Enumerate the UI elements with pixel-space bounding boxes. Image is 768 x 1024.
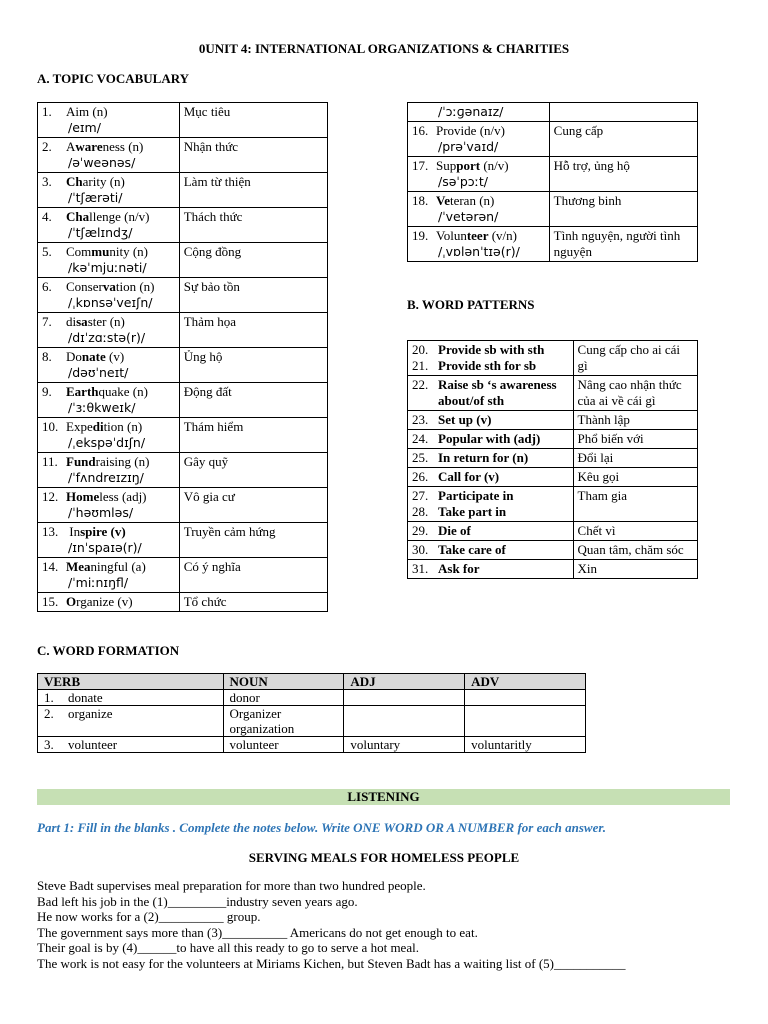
vocab-word-cell [38, 558, 180, 593]
vocab-word [412, 193, 545, 209]
word-stress: Mea [66, 559, 91, 574]
word-part: Aim (n) [66, 104, 108, 119]
vocab-word-cell [408, 192, 550, 227]
column-header: ADJ [344, 674, 465, 690]
word-stress: sa [76, 314, 88, 329]
vocab-word [412, 228, 545, 244]
verb: donate [68, 690, 103, 705]
vocab-word [42, 209, 175, 225]
vocab-word-cell [408, 103, 550, 122]
verb-cell [38, 706, 224, 737]
column-header: ADV [465, 674, 586, 690]
vocab-number: 19. [412, 228, 429, 243]
word-stress: spire (v) [80, 524, 126, 539]
pattern-row [408, 541, 698, 560]
vocab-row [38, 313, 328, 348]
vocab-number: 18. [412, 193, 429, 208]
vocab-ipa: /eɪm/ [68, 120, 101, 135]
pattern-text: Popular with (adj) [438, 431, 541, 446]
word-part: (v) [105, 349, 125, 364]
vocab-word-cell [38, 523, 180, 558]
vocab-word-cell [38, 593, 180, 612]
vocab-row [408, 122, 698, 157]
pattern-number: 23. [412, 412, 429, 427]
word-part: di [66, 314, 77, 329]
vocab-row [408, 192, 698, 227]
vocab-ipa: /ˈtʃærəti/ [68, 190, 123, 205]
word-stress: Fund [66, 454, 96, 469]
pattern-row [408, 341, 698, 376]
pattern-text: Take part in [438, 504, 507, 519]
pattern-meaning: Đổi lại [573, 449, 697, 468]
adj-cell [344, 690, 465, 706]
vocab-word [42, 559, 175, 575]
vocab-number: 12. [42, 489, 59, 504]
vocab-number: 11. [42, 454, 58, 469]
word-part: A [66, 139, 76, 154]
vocab-number: 2. [42, 139, 52, 154]
vocab-meaning: Cung cấp [549, 122, 697, 157]
word-formation-row [38, 690, 586, 706]
word-part: ness (n) [102, 139, 144, 154]
vocab-row [408, 103, 698, 122]
word-formation-row [38, 706, 586, 737]
vocab-ipa: /ˈmiːnɪŋfl/ [68, 575, 129, 590]
vocab-ipa: /ˈfʌndreɪzɪŋ/ [68, 470, 144, 485]
vocab-number: 3. [42, 174, 52, 189]
vocab-word [42, 174, 175, 190]
verb-cell [38, 737, 224, 753]
vocab-number: 7. [42, 314, 52, 329]
vocab-row [38, 523, 328, 558]
pattern-row [408, 487, 698, 522]
pattern-line [412, 561, 569, 577]
vocab-ipa: /ˌvɒlənˈtɪə(r)/ [438, 244, 520, 259]
word-stress: va [102, 279, 116, 294]
word-part: (n/v) [480, 158, 509, 173]
vocab-row [38, 418, 328, 453]
vocab-row [38, 208, 328, 243]
vocab-meaning: Ủng hộ [179, 348, 327, 383]
pattern-row [408, 560, 698, 579]
word-part: Sup [436, 158, 457, 173]
section-c-heading: C. WORD FORMATION [37, 643, 180, 658]
word-part: nity (n) [109, 244, 148, 259]
word-part: rganize (v) [76, 594, 133, 609]
word-stress: Ch [66, 174, 83, 189]
pattern-number: 25. [412, 450, 429, 465]
pattern-text: Ask for [438, 561, 480, 576]
vocab-word-cell [38, 138, 180, 173]
pattern-line [412, 469, 569, 485]
note-line: The work is not easy for the volunteers at Miriams Kichen, but Steven Badt has a waiting list of (5)___________ [37, 955, 626, 971]
vocab-meaning: Vô gia cư [179, 488, 327, 523]
pattern-meaning: Chết vì [573, 522, 697, 541]
adv-cell [465, 706, 586, 737]
adv-cell [465, 690, 586, 706]
vocab-number: 13. [42, 524, 59, 539]
pattern-text: Provide sth for sb [438, 358, 537, 373]
word-part: ster (n) [87, 314, 125, 329]
word-part: llenge (n/v) [89, 209, 150, 224]
listening-banner: LISTENING [37, 789, 730, 805]
vocab-meaning: Có ý nghĩa [179, 558, 327, 593]
pattern-cell [408, 522, 574, 541]
word-part: less (adj) [99, 489, 147, 504]
vocab-row [38, 453, 328, 488]
adv-cell: voluntaritly [465, 737, 586, 753]
pattern-line [412, 377, 569, 409]
word-part: ningful (a) [90, 559, 146, 574]
pattern-meaning: Kêu gọi [573, 468, 697, 487]
pattern-number: 26. [412, 469, 429, 484]
vocab-row [38, 243, 328, 278]
vocab-meaning: Thương binh [549, 192, 697, 227]
vocab-row [38, 383, 328, 418]
word-formation-row [38, 737, 586, 753]
vocab-word-cell [38, 173, 180, 208]
vocab-meaning: Gây quỹ [179, 453, 327, 488]
vocab-number: 1. [42, 104, 52, 119]
word-part: quake (n) [98, 384, 148, 399]
vocab-word [42, 314, 175, 330]
vocab-number: 5. [42, 244, 52, 259]
vocab-ipa: /ˌekspəˈdɪʃn/ [68, 435, 146, 450]
vocab-row [38, 558, 328, 593]
pattern-meaning: Tham gia [573, 487, 697, 522]
vocab-meaning: Hỗ trợ, ủng hộ [549, 157, 697, 192]
word-part: teran (n) [449, 193, 495, 208]
vocab-number: 16. [412, 123, 429, 138]
row-number: 1. [44, 690, 54, 705]
note-line: Bad left his job in the (1)_________industry seven years ago. [37, 893, 358, 909]
pattern-text: In return for (n) [438, 450, 529, 465]
word-stress: nate [81, 349, 106, 364]
vocab-number: 17. [412, 158, 429, 173]
pattern-cell [408, 541, 574, 560]
vocab-ipa: /dəʊˈneɪt/ [68, 365, 129, 380]
page-title: 0UNIT 4: INTERNATIONAL ORGANIZATIONS & CHARITIES [198, 41, 570, 56]
pattern-line [412, 412, 569, 428]
vocab-meaning: Cộng đồng [179, 243, 327, 278]
vocab-number: 15. [42, 594, 59, 609]
vocab-row [38, 348, 328, 383]
pattern-cell [408, 341, 574, 376]
word-stress: port [456, 158, 481, 173]
word-part: Expe [66, 419, 93, 434]
vocab-word-cell [38, 103, 180, 138]
vocab-ipa: /ˈɜːθkweɪk/ [68, 400, 136, 415]
noun-cell [223, 690, 344, 706]
vocab-row [38, 488, 328, 523]
row-number: 3. [44, 737, 54, 752]
word-formation-table [37, 673, 586, 753]
vocab-word [42, 524, 175, 540]
pattern-text: Provide sb with sth [438, 342, 545, 357]
word-stress: Cha [66, 209, 90, 224]
vocab-meaning: Sự bảo tồn [179, 278, 327, 313]
pattern-cell [408, 560, 574, 579]
vocab-word-cell [408, 227, 550, 262]
vocab-word [42, 139, 175, 155]
verb: volunteer [68, 737, 118, 752]
note-line: Their goal is by (4)______to have all this ready to go to serve a hot meal. [37, 940, 419, 955]
pattern-cell [408, 449, 574, 468]
word-stress: teer [466, 228, 489, 243]
pattern-number: 24. [412, 431, 429, 446]
vocab-number: 9. [42, 384, 52, 399]
word-stress: Earth [66, 384, 99, 399]
vocab-word-cell [38, 278, 180, 313]
word-stress: O [66, 594, 77, 609]
verb-cell [38, 690, 224, 706]
pattern-cell [408, 411, 574, 430]
vocab-row [38, 138, 328, 173]
pattern-row [408, 468, 698, 487]
verb: organize [68, 706, 113, 721]
vocab-ipa: /ˌkɒnsəˈveɪʃn/ [68, 295, 153, 310]
vocab-meaning: Thảm họa [179, 313, 327, 348]
vocab-number: 8. [42, 349, 52, 364]
vocab-row [38, 103, 328, 138]
pattern-meaning: Nâng cao nhận thức của ai về cái gì [573, 376, 697, 411]
pattern-meaning: Xin [573, 560, 697, 579]
vocab-word [42, 349, 175, 365]
noun-cell [223, 737, 344, 753]
vocab-number: 6. [42, 279, 52, 294]
pattern-row [408, 430, 698, 449]
noun: volunteer [229, 737, 279, 752]
adj-cell: voluntary [344, 737, 465, 753]
word-part: raising (n) [95, 454, 150, 469]
pattern-text: Take care of [438, 542, 506, 557]
vocab-row [38, 173, 328, 208]
pattern-line [412, 342, 569, 358]
pattern-line [412, 358, 569, 374]
pattern-text: Raise sb ‘s awareness about/of sth [438, 377, 557, 408]
vocab-word [42, 489, 175, 505]
pattern-line [412, 431, 569, 447]
vocab-meaning [549, 103, 697, 122]
vocab-row [408, 227, 698, 262]
vocab-ipa: /səˈpɔːt/ [438, 174, 488, 189]
vocab-number: 10. [42, 419, 59, 434]
pattern-line [412, 523, 569, 539]
vocab-meaning: Làm từ thiện [179, 173, 327, 208]
noun: donor [229, 690, 260, 705]
pattern-text: Participate in [438, 488, 514, 503]
vocab-row [38, 593, 328, 612]
word-part: Volun [436, 228, 467, 243]
pattern-number: 27. [412, 488, 429, 503]
section-b-heading: B. WORD PATTERNS [407, 297, 535, 312]
word-part: arity (n) [82, 174, 125, 189]
column-header: VERB [38, 674, 224, 690]
word-stress: di [92, 419, 104, 434]
vocab-row [408, 157, 698, 192]
word-part: Conser [66, 279, 103, 294]
vocab-ipa: /ˈvetərən/ [438, 209, 499, 224]
section-a-heading: A. TOPIC VOCABULARY [37, 71, 190, 86]
vocab-ipa: /ˈhəʊmləs/ [68, 505, 134, 520]
vocab-ipa: /prəˈvaɪd/ [438, 139, 499, 154]
vocab-word-cell [38, 383, 180, 418]
vocab-meaning: Tình nguyện, người tình nguyện [549, 227, 697, 262]
vocab-word [42, 594, 175, 610]
vocab-word [412, 123, 545, 139]
vocab-meaning: Mục tiêu [179, 103, 327, 138]
row-number: 2. [44, 706, 54, 721]
part1-instruction: Part 1: Fill in the blanks . Complete the notes below. Write ONE WORD OR A NUMBER for each answer. [37, 820, 606, 835]
vocab-ipa: /ˈtʃælɪndʒ/ [68, 225, 133, 240]
pattern-meaning: Cung cấp cho ai cái gì [573, 341, 697, 376]
listening-subtitle: SERVING MEALS FOR HOMELESS PEOPLE [248, 850, 520, 865]
pattern-row [408, 449, 698, 468]
vocab-word [412, 158, 545, 174]
vocab-meaning: Thám hiểm [179, 418, 327, 453]
word-stress: mu [91, 244, 110, 259]
word-part: tion (n) [115, 279, 155, 294]
noun-cell [223, 706, 344, 737]
pattern-cell [408, 487, 574, 522]
vocab-number: 14. [42, 559, 59, 574]
word-stress: Home [66, 489, 100, 504]
listening-notes [37, 878, 737, 971]
vocab-word [42, 454, 175, 470]
pattern-number: 28. [412, 504, 429, 519]
vocab-ipa: /dɪˈzɑːstə(r)/ [68, 330, 146, 345]
word-part: (v/n) [488, 228, 517, 243]
pattern-row [408, 376, 698, 411]
vocab-word-cell [38, 313, 180, 348]
word-stress: ware [75, 139, 103, 154]
vocab-meaning: Truyền cảm hứng [179, 523, 327, 558]
pattern-cell [408, 430, 574, 449]
word-part: Provide (n/v) [436, 123, 505, 138]
vocab-word-cell [38, 453, 180, 488]
pattern-text: Set up (v) [438, 412, 492, 427]
vocab-meaning: Tổ chức [179, 593, 327, 612]
vocab-word-cell [38, 418, 180, 453]
note-line: The government says more than (3)__________ Americans do not get enough to eat. [37, 924, 478, 940]
noun: organization [229, 721, 295, 736]
word-part: tion (n) [103, 419, 143, 434]
vocab-word [42, 419, 175, 435]
vocab-meaning: Nhận thức [179, 138, 327, 173]
pattern-number: 31. [412, 561, 429, 576]
vocabulary-table-right [407, 102, 698, 262]
vocab-word-cell [408, 122, 550, 157]
vocab-word-cell [408, 157, 550, 192]
pattern-line [412, 542, 569, 558]
word-patterns-table [407, 340, 698, 579]
pattern-line [412, 488, 569, 504]
vocab-meaning: Thách thức [179, 208, 327, 243]
vocab-word-cell [38, 348, 180, 383]
word-part: In [66, 524, 81, 539]
pattern-text: Die of [438, 523, 471, 538]
pattern-number: 20. [412, 342, 429, 357]
pattern-meaning: Quan tâm, chăm sóc [573, 541, 697, 560]
vocab-word-cell [38, 208, 180, 243]
noun: Organizer [229, 706, 282, 721]
vocab-row [38, 278, 328, 313]
note-line: He now works for a (2)__________ group. [37, 909, 261, 924]
pattern-meaning: Phổ biến với [573, 430, 697, 449]
pattern-cell [408, 468, 574, 487]
pattern-row [408, 411, 698, 430]
column-header: NOUN [223, 674, 344, 690]
pattern-meaning: Thành lập [573, 411, 697, 430]
vocab-word [42, 279, 175, 295]
pattern-line [412, 450, 569, 466]
word-part: Do [66, 349, 82, 364]
pattern-cell [408, 376, 574, 411]
pattern-number: 29. [412, 523, 429, 538]
vocab-word-cell [38, 243, 180, 278]
word-part: Com [66, 244, 92, 259]
vocab-number: 4. [42, 209, 52, 224]
pattern-number: 30. [412, 542, 429, 557]
vocab-meaning: Động đất [179, 383, 327, 418]
note-line: Steve Badt supervises meal preparation for more than two hundred people. [37, 878, 426, 893]
pattern-number: 21. [412, 358, 429, 373]
vocab-word [42, 244, 175, 260]
vocab-ipa: /əˈweənəs/ [68, 155, 136, 170]
vocab-word [42, 104, 175, 120]
pattern-text: Call for (v) [438, 469, 500, 484]
pattern-row [408, 522, 698, 541]
vocab-ipa: /ˈɔːɡənaɪz/ [438, 104, 504, 119]
vocab-word-cell [38, 488, 180, 523]
adj-cell [344, 706, 465, 737]
word-stress: Ve [436, 193, 450, 208]
pattern-line [412, 504, 569, 520]
vocabulary-table-left [37, 102, 328, 612]
vocab-ipa: /ɪnˈspaɪə(r)/ [68, 540, 142, 555]
pattern-number: 22. [412, 377, 429, 392]
vocab-word [42, 384, 175, 400]
vocab-ipa: /kəˈmjuːnəti/ [68, 260, 147, 275]
